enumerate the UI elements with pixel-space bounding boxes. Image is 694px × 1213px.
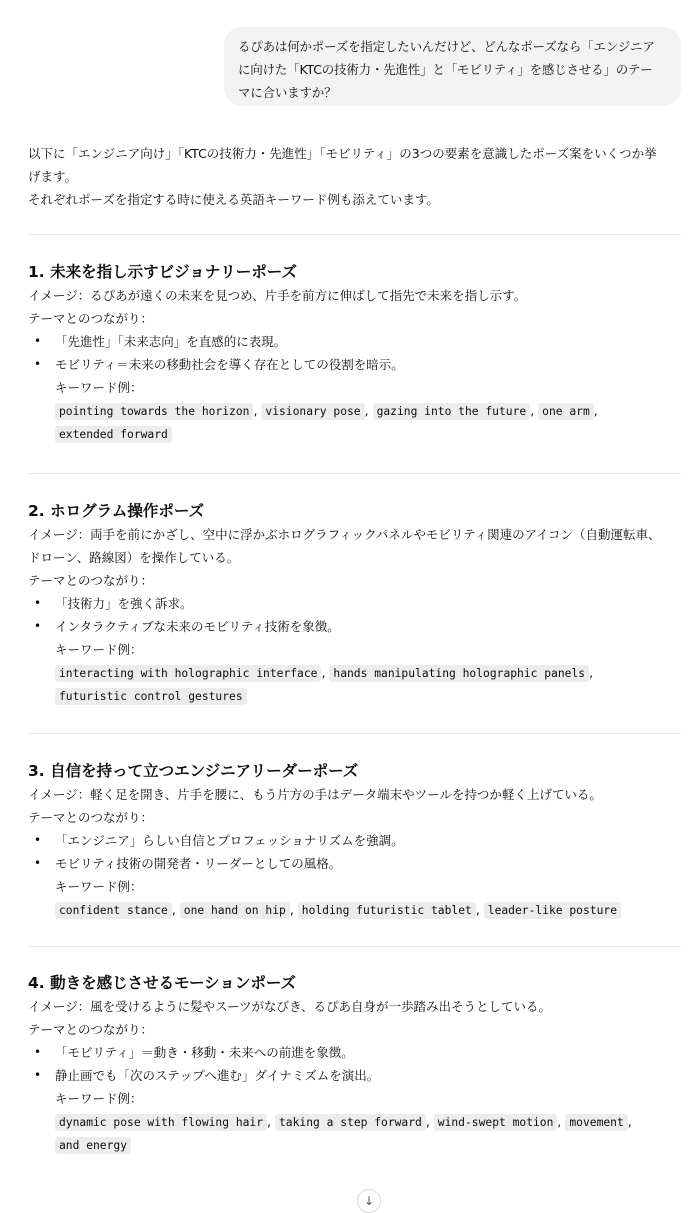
user-message-line: に向けた「KTCの技術力・先進性」と「モビリティ」を感じさせる」のテー	[238, 62, 653, 77]
keyword-code: holding futuristic tablet	[298, 902, 476, 919]
list-item-text: 「エンジニア」らしい自信とプロフェッショナリズムを強調。	[55, 833, 404, 848]
list-item	[28, 829, 682, 852]
bullet-icon: •	[34, 357, 42, 371]
list-item-text: 「先進性」「未来志向」を直感的に表現。	[55, 334, 287, 349]
bullet-icon: •	[34, 833, 42, 847]
theme-connection-label: テーマとのつながり：	[28, 573, 154, 588]
image-description: イメージ：風を受けるように髪やスーツがなびき、るぴあ自身が一歩踏み出そうとしている。	[28, 999, 552, 1014]
keyword-code: one arm	[538, 403, 594, 420]
keyword-line: interacting with holographic interface , hands manipulating holographic panels ,	[28, 661, 682, 685]
section-title: 4. 動きを感じさせるモーションポーズ	[28, 974, 297, 992]
image-description: イメージ：軽く足を開き、片手を腰に、もう片方の手はデータ端末やツールを持つか軽く上げている。	[28, 787, 602, 802]
scroll-down-button[interactable]	[357, 1189, 381, 1213]
section-title: 2. ホログラム操作ポーズ	[28, 502, 205, 520]
list-item-text: 静止画でも「次のステップへ進む」ダイナミズムを演出。	[55, 1068, 380, 1083]
keyword-code: pointing towards the horizon	[55, 403, 253, 420]
keyword-code: extended forward	[55, 426, 172, 443]
keyword-code: gazing into the future	[373, 403, 531, 420]
section-divider	[28, 946, 681, 947]
pose-section	[28, 260, 682, 446]
intro-line: げます。	[28, 169, 78, 184]
keyword-code: leader-like posture	[484, 902, 621, 919]
bullet-icon: •	[34, 1045, 42, 1059]
keyword-code: hands manipulating holographic panels	[329, 665, 589, 682]
keyword-label: キーワード例：	[55, 380, 143, 395]
keyword-code: movement	[565, 1114, 627, 1131]
intro-line: それぞれポーズを指定する時に使える英語キーワード例も添えています。	[28, 192, 439, 207]
list-item	[28, 353, 682, 376]
bullet-icon: •	[34, 856, 42, 870]
keyword-code: one hand on hip	[180, 902, 290, 919]
keyword-code: interacting with holographic interface	[55, 665, 321, 682]
list-item	[28, 852, 682, 875]
theme-connection-list	[28, 1041, 682, 1087]
section-title: 1. 未来を指し示すビジョナリーポーズ	[28, 263, 297, 281]
user-message-line: マに合いますか？	[238, 85, 337, 100]
keyword-code: and energy	[55, 1137, 131, 1154]
section-divider	[28, 234, 681, 235]
keyword-label: キーワード例：	[55, 642, 143, 657]
list-item-text: 「モビリティ」＝動き・移動・未来への前進を象徴。	[55, 1045, 354, 1060]
intro-line: 以下に「エンジニア向け」「KTCの技術力・先進性」「モビリティ」の3つの要素を意識したポーズ案をいくつか挙	[28, 146, 657, 161]
theme-connection-list	[28, 829, 682, 875]
keyword-line	[28, 423, 682, 446]
keyword-code: wind-swept motion	[434, 1114, 558, 1131]
list-item	[28, 1064, 682, 1087]
assistant-reply	[28, 142, 682, 1157]
keyword-line	[28, 685, 682, 708]
pose-section	[28, 499, 682, 708]
theme-connection-list	[28, 592, 682, 638]
section-divider	[28, 733, 681, 734]
keyword-code: dynamic pose with flowing hair	[55, 1114, 267, 1131]
list-item	[28, 615, 682, 638]
list-item	[28, 330, 682, 353]
bullet-icon: •	[34, 619, 42, 633]
keyword-label: キーワード例：	[55, 879, 143, 894]
list-item	[28, 592, 682, 615]
list-item-text: 「技術力」を強く訴求。	[55, 596, 193, 611]
keyword-line	[28, 1134, 682, 1157]
keyword-code: visionary pose	[261, 403, 364, 420]
section-title: 3. 自信を持って立つエンジニアリーダーポーズ	[28, 762, 359, 780]
keyword-code: taking a step forward	[275, 1114, 426, 1131]
keyword-line: dynamic pose with flowing hair , taking a step forward , wind-swept motion , movement ,	[28, 1110, 682, 1134]
theme-connection-label: テーマとのつながり：	[28, 810, 154, 825]
keyword-code: futuristic control gestures	[55, 688, 247, 705]
pose-sections	[28, 234, 682, 1157]
bullet-icon: •	[34, 334, 42, 348]
list-item	[28, 1041, 682, 1064]
keyword-label: キーワード例：	[55, 1091, 143, 1106]
user-message-bubble	[224, 27, 681, 106]
keyword-code: confident stance	[55, 902, 172, 919]
user-message-line: るぴあは何かポーズを指定したいんだけど、どんなポーズなら「エンジニア	[238, 39, 655, 54]
image-description: イメージ：両手を前にかざし、空中に浮かぶホログラフィックパネルやモビリティ関連のアイコン（自動運転車、	[28, 527, 661, 542]
arrow-down-icon: ↓	[363, 1194, 375, 1208]
keyword-line: confident stance , one hand on hip , holding futuristic tablet , leader-like posture	[28, 898, 682, 922]
list-item-text: モビリティ＝未来の移動社会を導く存在としての役割を暗示。	[55, 357, 404, 372]
bullet-icon: •	[34, 596, 42, 610]
keyword-line: pointing towards the horizon , visionary pose , gazing into the future , one arm ,	[28, 399, 682, 423]
theme-connection-list	[28, 330, 682, 376]
list-item-text: モビリティ技術の開発者・リーダーとしての風格。	[55, 856, 342, 871]
theme-connection-label: テーマとのつながり：	[28, 1022, 154, 1037]
bullet-icon: •	[34, 1068, 42, 1082]
image-description: ドローン、路線図）を操作している。	[28, 550, 240, 565]
reply-intro	[28, 142, 682, 211]
pose-section	[28, 759, 682, 922]
pose-section	[28, 971, 682, 1157]
section-divider	[28, 473, 681, 474]
list-item-text: インタラクティブな未来のモビリティ技術を象徴。	[55, 619, 340, 634]
theme-connection-label: テーマとのつながり：	[28, 311, 154, 326]
image-description: イメージ：るぴあが遠くの未来を見つめ、片手を前方に伸ばして指先で未来を指し示す。	[28, 288, 527, 303]
